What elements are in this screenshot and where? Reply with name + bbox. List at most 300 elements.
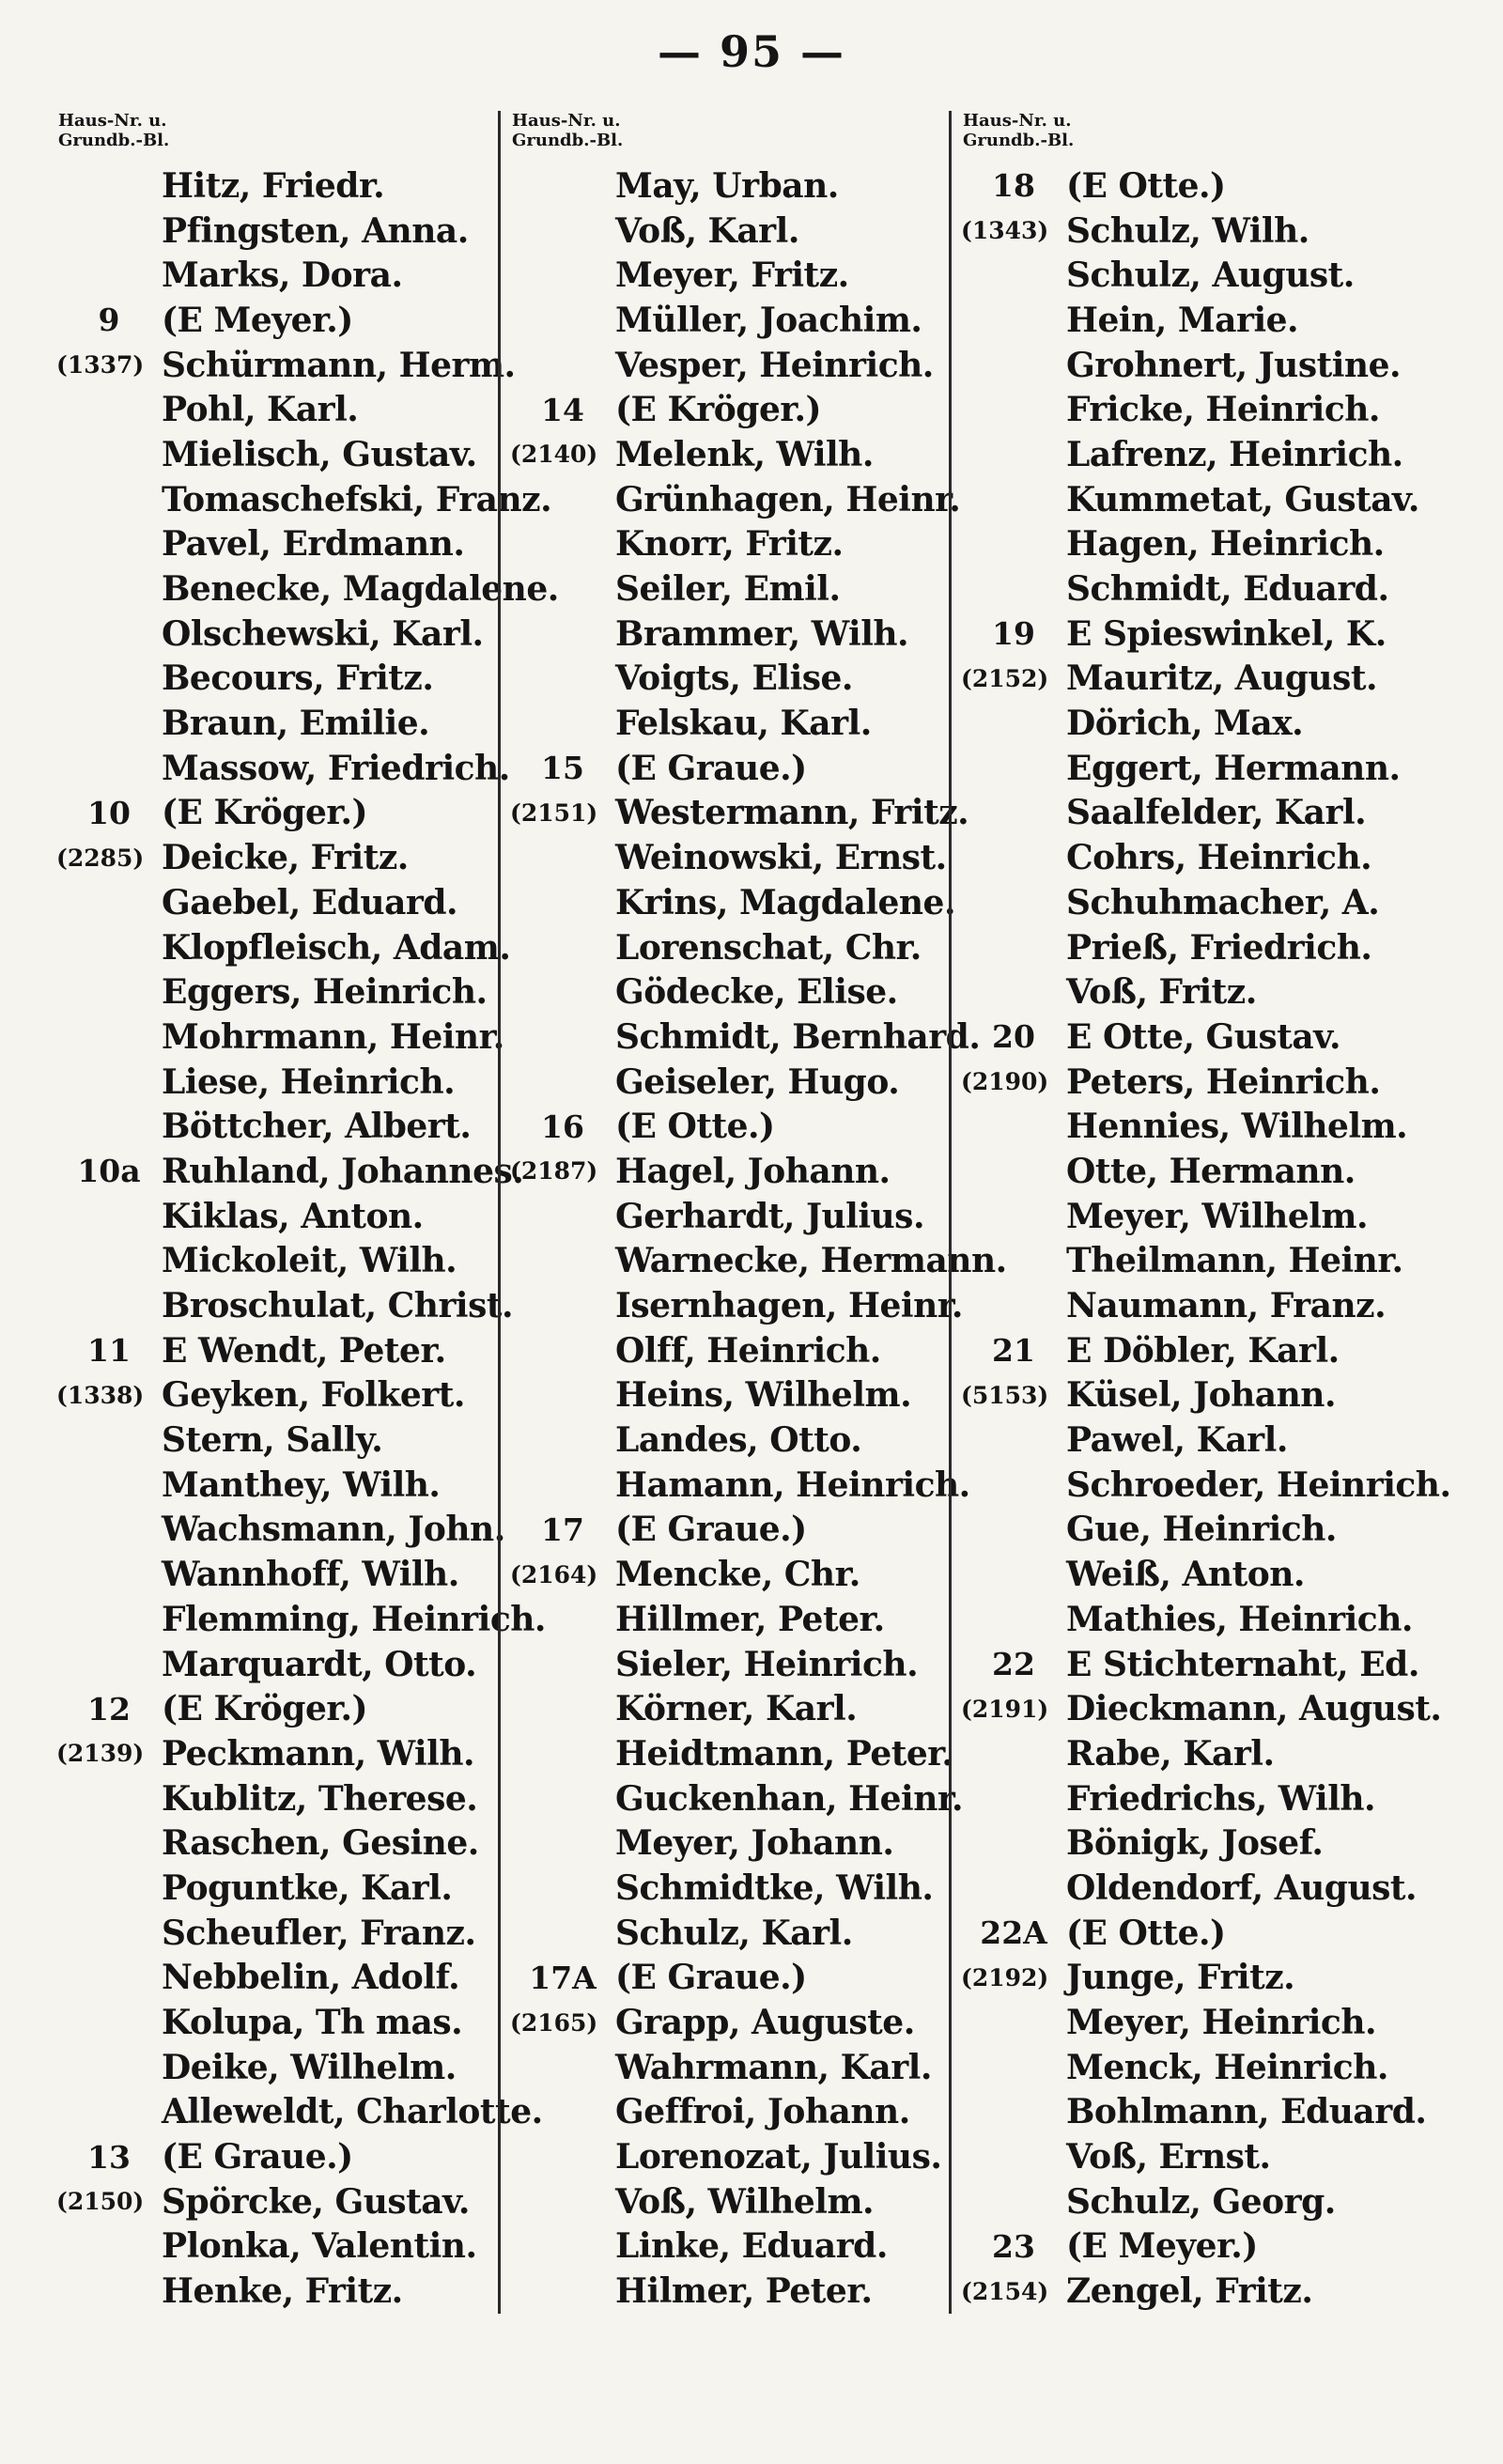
list-item xyxy=(56,2224,498,2270)
resident-name: Pfingsten, Anna. xyxy=(162,210,469,251)
list-item xyxy=(961,1104,1408,1149)
list-item xyxy=(961,1373,1400,1418)
resident-name: Landes, Otto. xyxy=(615,1420,862,1461)
list-item xyxy=(961,2000,1400,2045)
resident-name: Lorenschat, Chr. xyxy=(615,927,922,968)
house-number: (1337) xyxy=(56,351,145,380)
list-item xyxy=(961,1821,1400,1866)
resident-name: Meyer, Fritz. xyxy=(615,256,849,296)
resident-name: Körner, Karl. xyxy=(615,1689,858,1729)
resident-name: Hagen, Heinrich. xyxy=(1066,524,1385,565)
house-number: (2150) xyxy=(56,2188,145,2216)
resident-name: Rabe, Karl. xyxy=(1066,1733,1275,1774)
list-item xyxy=(56,1956,498,2001)
resident-name: Prieß, Friedrich. xyxy=(1066,927,1372,968)
resident-name: Mathies, Heinrich. xyxy=(1066,1599,1413,1639)
resident-name: E Stichternaht, Ed. xyxy=(1066,1644,1419,1684)
list-item xyxy=(961,791,1400,836)
house-number: (2285) xyxy=(56,844,145,872)
list-item xyxy=(961,253,1400,298)
house-number: 18 xyxy=(992,167,1035,205)
list-item xyxy=(961,1418,1400,1463)
resident-name: Weiß, Anton. xyxy=(1066,1555,1305,1595)
list-item xyxy=(56,1283,514,1328)
list-item xyxy=(56,2045,498,2090)
list-item xyxy=(961,566,1400,612)
resident-name: Olschewski, Karl. xyxy=(162,613,484,654)
list-item xyxy=(56,1866,498,1911)
house-number: 17A xyxy=(529,1959,597,1996)
list-item xyxy=(961,298,1400,343)
list-item xyxy=(510,1821,949,1866)
resident-name: Stern, Sally. xyxy=(162,1420,383,1461)
house-number: 10 xyxy=(87,794,131,831)
list-item xyxy=(56,1104,498,1149)
list-item xyxy=(56,522,498,567)
list-item xyxy=(510,2000,949,2045)
resident-name: Hillmer, Peter. xyxy=(615,1599,885,1639)
resident-name: Alleweldt, Charlotte. xyxy=(162,2092,543,2132)
resident-name: (E Otte.) xyxy=(615,1107,775,1147)
list-item xyxy=(961,1776,1400,1821)
resident-name: Schulz, Karl. xyxy=(615,1913,853,1953)
house-number: (2165) xyxy=(510,2008,598,2037)
list-item xyxy=(510,880,955,925)
entry-list xyxy=(961,163,1451,2314)
list-item xyxy=(510,1731,953,1776)
column-header-line: Grundb.-Bl. xyxy=(512,131,624,150)
list-item xyxy=(510,2090,949,2135)
house-number: 10a xyxy=(77,1153,141,1190)
list-item xyxy=(56,1776,498,1821)
column-header-line: Grundb.-Bl. xyxy=(963,131,1075,150)
resident-name: Meyer, Johann. xyxy=(615,1823,894,1864)
list-item xyxy=(510,1418,949,1463)
resident-name: Pawel, Karl. xyxy=(1066,1420,1288,1461)
resident-name: Mielisch, Gustav. xyxy=(162,434,477,474)
resident-name: Manthey, Wilh. xyxy=(162,1464,441,1505)
list-item xyxy=(56,477,552,522)
list-item xyxy=(961,163,1400,209)
list-item xyxy=(56,253,498,298)
list-item xyxy=(56,1508,505,1553)
list-item xyxy=(56,1731,498,1776)
resident-name: Spörcke, Gustav. xyxy=(162,2181,470,2222)
resident-name: Broschulat, Christ. xyxy=(162,1286,514,1326)
resident-name: Wachsmann, John. xyxy=(162,1510,505,1550)
list-item xyxy=(961,1239,1403,1284)
resident-name: Plonka, Valentin. xyxy=(162,2226,477,2267)
resident-name: Grünhagen, Heinr. xyxy=(615,479,961,519)
resident-name: Braun, Emilie. xyxy=(162,704,430,744)
list-item xyxy=(510,1015,981,1060)
list-item xyxy=(56,163,498,209)
resident-name: Junge, Fritz. xyxy=(1066,1958,1295,1998)
list-item xyxy=(510,1463,970,1508)
list-item xyxy=(510,1911,949,1956)
column-header-line: Haus-Nr. u. xyxy=(512,111,621,131)
resident-name: Schulz, August. xyxy=(1066,256,1355,296)
list-item xyxy=(510,835,949,880)
resident-name: Bönigk, Josef. xyxy=(1066,1823,1324,1864)
list-item xyxy=(961,880,1400,925)
list-item xyxy=(56,209,498,254)
house-number: (2151) xyxy=(510,798,598,827)
resident-name: (E Graue.) xyxy=(615,748,807,788)
resident-name: Henke, Fritz. xyxy=(162,2271,403,2312)
resident-name: E Spieswinkel, K. xyxy=(1066,613,1387,654)
resident-name: Bohlmann, Eduard. xyxy=(1066,2092,1427,2132)
list-item xyxy=(56,1015,504,1060)
resident-name: (E Kröger.) xyxy=(615,390,822,430)
list-item xyxy=(56,1418,498,1463)
resident-name: Marks, Dora. xyxy=(162,256,403,296)
resident-name: Ruhland, Johannes. xyxy=(162,1151,524,1191)
resident-name: Becours, Fritz. xyxy=(162,659,434,699)
list-item xyxy=(961,1866,1418,1911)
list-item xyxy=(510,387,949,432)
resident-name: Lorenozat, Julius. xyxy=(615,2137,942,2177)
resident-name: Peters, Heinrich. xyxy=(1066,1062,1381,1102)
resident-name: Krins, Magdalene. xyxy=(615,882,955,922)
list-item xyxy=(56,925,511,970)
resident-name: Wannhoff, Wilh. xyxy=(162,1555,459,1595)
resident-name: Meyer, Heinrich. xyxy=(1066,2003,1377,2043)
resident-name: Kublitz, Therese. xyxy=(162,1778,478,1819)
resident-name: Friedrichs, Wilh. xyxy=(1066,1778,1376,1819)
list-item xyxy=(961,432,1403,477)
resident-name: May, Urban. xyxy=(615,165,839,206)
resident-name: Marquardt, Otto. xyxy=(162,1644,477,1684)
list-item xyxy=(56,1552,498,1597)
resident-name: (E Meyer.) xyxy=(1066,2226,1258,2267)
resident-name: Grohnert, Justine. xyxy=(1066,345,1402,385)
column-3 xyxy=(949,111,1451,2314)
list-item xyxy=(961,1328,1400,1373)
list-item xyxy=(56,612,498,657)
list-item xyxy=(56,1642,498,1687)
list-item xyxy=(510,1373,949,1418)
list-item xyxy=(510,209,949,254)
list-item xyxy=(56,969,498,1015)
resident-name: E Otte, Gustav. xyxy=(1066,1016,1341,1057)
resident-name: Cohrs, Heinrich. xyxy=(1066,838,1372,878)
house-number: (1338) xyxy=(56,1381,145,1409)
resident-name: Weinowski, Ernst. xyxy=(615,838,947,878)
resident-name: Knorr, Fritz. xyxy=(615,524,844,565)
resident-name: Mohrmann, Heinr. xyxy=(162,1016,504,1057)
list-item xyxy=(961,1060,1400,1105)
list-item xyxy=(510,657,949,702)
house-number: 23 xyxy=(992,2227,1035,2265)
list-item xyxy=(510,2134,949,2179)
list-item xyxy=(56,835,498,880)
list-item xyxy=(56,701,498,746)
list-item xyxy=(56,566,559,612)
list-item xyxy=(961,1194,1400,1239)
list-item xyxy=(961,1149,1400,1194)
resident-name: Oldendorf, August. xyxy=(1066,1867,1418,1908)
resident-name: Melenk, Wilh. xyxy=(615,434,874,474)
resident-name: Schulz, Georg. xyxy=(1066,2181,1336,2222)
house-number: (2191) xyxy=(961,1695,1049,1723)
resident-name: Klopfleisch, Adam. xyxy=(162,927,511,968)
house-number: 22A xyxy=(980,1914,1047,1952)
house-number: (2139) xyxy=(56,1740,145,1768)
column-header xyxy=(56,111,498,163)
resident-name: Otte, Hermann. xyxy=(1066,1151,1356,1191)
list-item xyxy=(56,343,516,388)
resident-name: Poguntke, Karl. xyxy=(162,1867,453,1908)
resident-name: Saalfelder, Karl. xyxy=(1066,793,1367,833)
list-item xyxy=(510,1776,964,1821)
list-item xyxy=(510,1956,949,2001)
resident-name: Pavel, Erdmann. xyxy=(162,524,465,565)
list-item xyxy=(56,1463,498,1508)
resident-name: Voß, Ernst. xyxy=(1066,2137,1271,2177)
list-item xyxy=(510,432,949,477)
list-item xyxy=(961,2224,1400,2270)
house-number: 11 xyxy=(87,1332,131,1370)
list-item xyxy=(510,2269,949,2314)
resident-name: Gerhardt, Julius. xyxy=(615,1196,924,1236)
list-item xyxy=(510,1194,949,1239)
list-item xyxy=(56,746,510,791)
house-number: 17 xyxy=(541,1511,584,1548)
list-item xyxy=(510,566,949,612)
list-item xyxy=(961,1597,1413,1642)
resident-name: Gödecke, Elise. xyxy=(615,972,898,1013)
list-item xyxy=(510,1239,1007,1284)
resident-name: Kiklas, Anton. xyxy=(162,1196,424,1236)
list-item xyxy=(961,701,1400,746)
resident-name: Schuhmacher, A. xyxy=(1066,882,1380,922)
resident-name: Mauritz, August. xyxy=(1066,659,1378,699)
list-item xyxy=(961,969,1400,1015)
resident-name: Fricke, Heinrich. xyxy=(1066,390,1380,430)
resident-name: (E Kröger.) xyxy=(162,1689,368,1729)
resident-name: (E Otte.) xyxy=(1066,165,1226,206)
list-item xyxy=(961,2134,1400,2179)
list-item xyxy=(961,2179,1400,2224)
list-item xyxy=(961,1283,1400,1328)
list-item xyxy=(56,2269,498,2314)
list-item xyxy=(56,1239,498,1284)
resident-name: Dieckmann, August. xyxy=(1066,1689,1442,1729)
resident-name: Raschen, Gesine. xyxy=(162,1823,479,1864)
list-item xyxy=(56,298,498,343)
resident-name: Böttcher, Albert. xyxy=(162,1107,472,1147)
list-item xyxy=(56,1149,524,1194)
resident-name: Hennies, Wilhelm. xyxy=(1066,1107,1408,1147)
resident-name: Sieler, Heinrich. xyxy=(615,1644,919,1684)
list-item xyxy=(510,1552,949,1597)
list-item xyxy=(510,612,949,657)
list-item xyxy=(510,701,949,746)
column-header xyxy=(510,111,949,163)
list-item xyxy=(961,1463,1451,1508)
list-item xyxy=(961,1015,1400,1060)
resident-name: Theilmann, Heinr. xyxy=(1066,1241,1403,1281)
resident-name: Deicke, Fritz. xyxy=(162,838,409,878)
resident-name: Schulz, Wilh. xyxy=(1066,210,1309,251)
list-item xyxy=(510,1686,949,1731)
list-item xyxy=(961,1956,1400,2001)
resident-name: Schürmann, Herm. xyxy=(162,345,516,385)
resident-name: Meyer, Wilhelm. xyxy=(1066,1196,1369,1236)
house-number: 21 xyxy=(992,1332,1035,1370)
resident-name: Geiseler, Hugo. xyxy=(615,1062,900,1102)
list-item xyxy=(961,1686,1442,1731)
list-item xyxy=(961,1911,1400,1956)
resident-name: E Döbler, Karl. xyxy=(1066,1330,1340,1371)
resident-name: Linke, Eduard. xyxy=(615,2226,888,2267)
resident-name: (E Kröger.) xyxy=(162,793,368,833)
resident-name: Kolupa, Th mas. xyxy=(162,2003,463,2043)
house-number: (2152) xyxy=(961,664,1049,692)
resident-name: Heidtmann, Peter. xyxy=(615,1733,953,1774)
list-item xyxy=(961,477,1419,522)
list-item xyxy=(510,969,949,1015)
house-number: (2140) xyxy=(510,441,598,469)
house-number: 16 xyxy=(541,1108,584,1145)
house-number: 14 xyxy=(541,391,584,428)
list-item xyxy=(510,522,949,567)
resident-name: Hitz, Friedr. xyxy=(162,165,385,206)
column-header-line: Haus-Nr. u. xyxy=(58,111,167,131)
resident-name: Guckenhan, Heinr. xyxy=(615,1778,964,1819)
list-item xyxy=(510,253,949,298)
resident-name: Schmidtke, Wilh. xyxy=(615,1867,934,1908)
list-item xyxy=(961,387,1400,432)
page-number: — 95 — xyxy=(657,26,846,77)
list-item xyxy=(961,925,1400,970)
house-number: 15 xyxy=(541,750,584,787)
list-item xyxy=(961,835,1400,880)
resident-name: Geyken, Folkert. xyxy=(162,1375,465,1416)
list-item xyxy=(56,1821,498,1866)
resident-name: Warnecke, Hermann. xyxy=(615,1241,1007,1281)
house-number: (2190) xyxy=(961,1068,1049,1096)
resident-name: Eggert, Hermann. xyxy=(1066,748,1401,788)
list-item xyxy=(510,163,949,209)
resident-name: (E Graue.) xyxy=(162,2137,353,2177)
resident-name: Dörich, Max. xyxy=(1066,704,1304,744)
resident-name: Kummetat, Gustav. xyxy=(1066,479,1419,519)
list-item xyxy=(56,1597,546,1642)
list-item xyxy=(961,657,1400,702)
resident-name: Mickoleit, Wilh. xyxy=(162,1241,457,1281)
list-item xyxy=(510,1597,949,1642)
list-item xyxy=(961,1642,1419,1687)
list-item xyxy=(56,387,498,432)
resident-name: Vesper, Heinrich. xyxy=(615,345,934,385)
resident-name: Massow, Friedrich. xyxy=(162,748,510,788)
list-item xyxy=(510,925,949,970)
list-item xyxy=(510,477,961,522)
resident-name: Hein, Marie. xyxy=(1066,300,1299,340)
resident-name: Voß, Wilhelm. xyxy=(615,2181,875,2222)
resident-name: Felskau, Karl. xyxy=(615,704,872,744)
list-item xyxy=(56,432,498,477)
list-item xyxy=(56,2090,543,2135)
resident-name: Westermann, Fritz. xyxy=(615,793,969,833)
resident-name: Seiler, Emil. xyxy=(615,569,841,610)
list-item xyxy=(510,1642,949,1687)
list-item xyxy=(510,791,969,836)
resident-name: Liese, Heinrich. xyxy=(162,1062,456,1102)
list-item xyxy=(961,746,1400,791)
house-number: (2192) xyxy=(961,1963,1049,1991)
list-item xyxy=(56,791,498,836)
list-item xyxy=(510,1149,949,1194)
resident-name: Voß, Karl. xyxy=(615,210,799,251)
resident-name: E Wendt, Peter. xyxy=(162,1330,446,1371)
column-header-line: Haus-Nr. u. xyxy=(963,111,1072,131)
resident-name: Flemming, Heinrich. xyxy=(162,1599,546,1639)
resident-name: Heins, Wilhelm. xyxy=(615,1375,912,1416)
resident-name: Benecke, Magdalene. xyxy=(162,569,559,610)
house-number: (1343) xyxy=(961,217,1049,245)
resident-name: Müller, Joachim. xyxy=(615,300,922,340)
list-item xyxy=(510,1283,963,1328)
list-item xyxy=(510,1060,949,1105)
resident-name: Peckmann, Wilh. xyxy=(162,1733,475,1774)
resident-name: Hagel, Johann. xyxy=(615,1151,891,1191)
list-item xyxy=(56,1328,498,1373)
resident-name: (E Graue.) xyxy=(615,1958,807,1998)
list-item xyxy=(510,2179,949,2224)
resident-name: Hilmer, Peter. xyxy=(615,2271,873,2312)
house-number: 9 xyxy=(98,302,120,339)
house-number: (5153) xyxy=(961,1381,1049,1409)
resident-name: Küsel, Johann. xyxy=(1066,1375,1337,1416)
list-item xyxy=(56,1060,498,1105)
house-number: 12 xyxy=(87,1690,131,1728)
resident-name: Gaebel, Eduard. xyxy=(162,882,458,922)
list-item xyxy=(56,657,498,702)
resident-name: Wahrmann, Karl. xyxy=(615,2047,932,2087)
list-item xyxy=(510,746,949,791)
list-item xyxy=(961,2269,1400,2314)
list-item xyxy=(961,1552,1400,1597)
column-header-line: Grundb.-Bl. xyxy=(58,131,170,150)
list-item xyxy=(961,209,1400,254)
resident-name: Schmidt, Eduard. xyxy=(1066,569,1389,610)
house-number: 19 xyxy=(992,615,1035,653)
resident-name: Menck, Heinrich. xyxy=(1066,2047,1388,2087)
resident-name: Scheufler, Franz. xyxy=(162,1913,476,1953)
house-number: (2154) xyxy=(961,2277,1049,2305)
resident-name: Geffroi, Johann. xyxy=(615,2092,910,2132)
resident-name: Deike, Wilhelm. xyxy=(162,2047,457,2087)
list-item xyxy=(961,1508,1400,1553)
resident-name: (E Meyer.) xyxy=(162,300,353,340)
list-item xyxy=(961,2090,1427,2135)
resident-name: Isernhagen, Heinr. xyxy=(615,1286,963,1326)
list-item xyxy=(510,1328,949,1373)
resident-name: Schroeder, Heinrich. xyxy=(1066,1464,1451,1505)
resident-name: Nebbelin, Adolf. xyxy=(162,1958,460,1998)
list-item xyxy=(510,2224,949,2270)
list-item xyxy=(510,1104,949,1149)
list-item xyxy=(56,880,498,925)
resident-name: Lafrenz, Heinrich. xyxy=(1066,434,1403,474)
list-item xyxy=(56,1194,498,1239)
resident-name: (E Graue.) xyxy=(615,1510,807,1550)
list-item xyxy=(510,2045,949,2090)
list-item xyxy=(56,2000,498,2045)
